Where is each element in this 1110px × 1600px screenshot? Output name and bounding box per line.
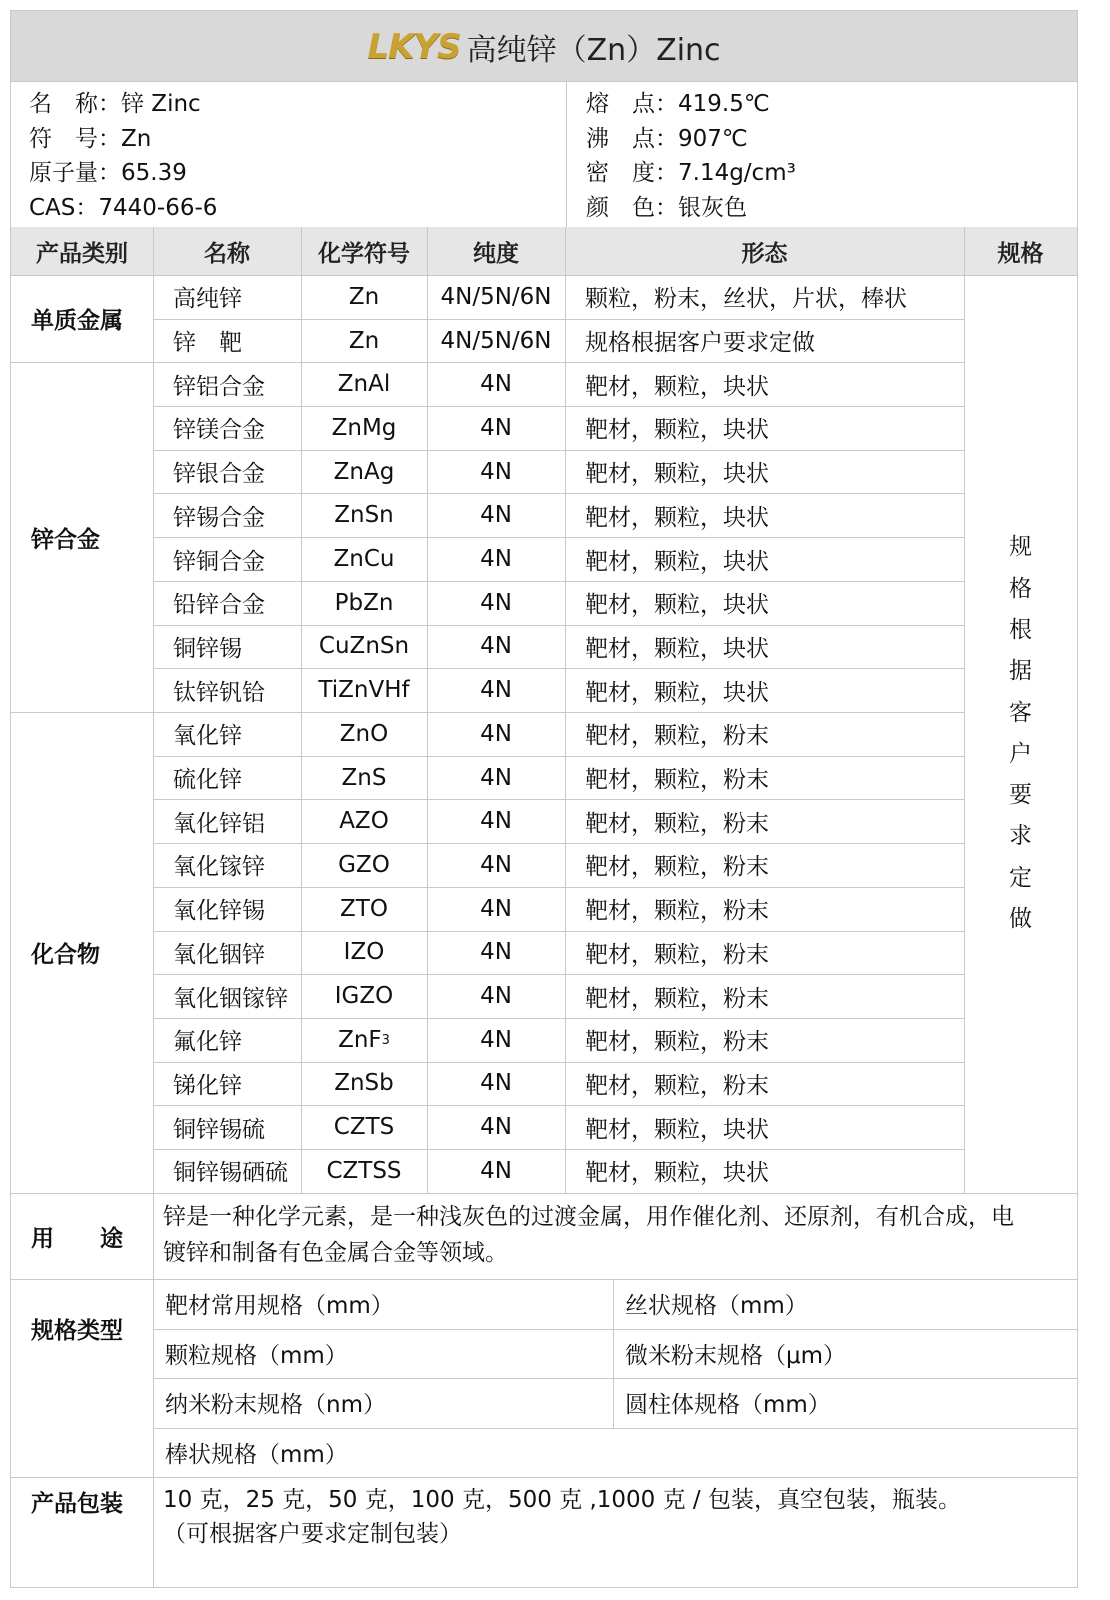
- chemical-symbol-cell: ZnS: [341, 764, 387, 791]
- packaging-line-1: 10 克，25 克，50 克，100 克，500 克 ,1000 克 / 包装，真空包装，瓶装。: [163, 1487, 961, 1513]
- table-header-cell: 产品类别: [36, 240, 128, 267]
- purity-cell: 4N: [480, 720, 512, 747]
- col-line: [301, 227, 302, 1193]
- form-cell: 靶材，颗粒，块状: [585, 504, 769, 531]
- spec-type-cell: 棒状规格（mm）: [165, 1441, 348, 1468]
- form-cell: 靶材，颗粒，粉末: [585, 723, 769, 750]
- spec-note-char: 户: [1009, 740, 1032, 767]
- col-line: [153, 1279, 154, 1477]
- col-line: [153, 1477, 154, 1587]
- col-line: [153, 1193, 154, 1279]
- title-bar: [11, 11, 1077, 82]
- chemical-symbol-cell: CZTSS: [326, 1157, 402, 1184]
- form-cell: 靶材，颗粒，块状: [585, 417, 769, 444]
- form-cell: 颗粒，粉末，丝状，片状，棒状: [585, 286, 907, 313]
- chemical-symbol-cell: PbZn: [334, 589, 394, 616]
- chemical-symbol-cell: ZnCu: [333, 546, 395, 573]
- product-name-cell: 氧化铟镓锌: [173, 985, 288, 1012]
- purity-cell: 4N: [480, 458, 512, 485]
- product-name-cell: 锌 靶: [173, 330, 242, 357]
- chemical-symbol-cell: ZnAg: [333, 458, 395, 485]
- product-name-cell: 氧化镓锌: [173, 854, 265, 881]
- purity-cell: 4N: [480, 1026, 512, 1053]
- brand-logo: LKYS: [367, 26, 461, 67]
- purity-cell: 4N: [480, 633, 512, 660]
- chemical-symbol-cell: IGZO: [334, 983, 394, 1010]
- form-cell: 靶材，颗粒，块状: [585, 635, 769, 662]
- purity-cell: 4N: [480, 764, 512, 791]
- purity-cell: 4N: [480, 851, 512, 878]
- form-cell: 靶材，颗粒，块状: [585, 373, 769, 400]
- chemical-symbol-cell: ZnAl: [337, 371, 391, 398]
- subscript: 3: [381, 1033, 390, 1049]
- form-cell: 靶材，颗粒，粉末: [585, 854, 769, 881]
- purity-cell: 4N: [480, 546, 512, 573]
- col-line: [427, 227, 428, 1193]
- chemical-symbol-cell: ZnSb: [334, 1070, 394, 1097]
- form-cell: 靶材，颗粒，粉末: [585, 898, 769, 925]
- spec-note-char: 客: [1009, 699, 1032, 726]
- info-name: 名 称：锌 Zinc: [29, 91, 201, 117]
- form-cell: 靶材，颗粒，粉末: [585, 941, 769, 968]
- table-header-cell: 纯度: [473, 240, 519, 267]
- chemical-symbol-cell: CZTS: [333, 1114, 395, 1141]
- form-cell: 靶材，颗粒，块状: [585, 548, 769, 575]
- purity-cell: 4N: [480, 414, 512, 441]
- col-line: [613, 1378, 614, 1428]
- spec-type-cell: 圆柱体规格（mm）: [625, 1392, 831, 1419]
- col-line: [613, 1329, 614, 1379]
- info-atomic-mass: 原子量：65.39: [29, 160, 187, 186]
- spec-note-char: 要: [1009, 782, 1032, 809]
- spec-type-cell: 纳米粉末规格（nm）: [165, 1392, 386, 1419]
- purity-cell: 4N: [480, 502, 512, 529]
- product-name-cell: 锌锡合金: [173, 504, 265, 531]
- purity-cell: 4N: [480, 371, 512, 398]
- col-line: [613, 1279, 614, 1329]
- info-cas: CAS：7440-66-6: [29, 194, 218, 221]
- table-header-cell: 规格: [997, 240, 1044, 267]
- chemical-symbol-cell: ZTO: [340, 895, 388, 922]
- section-line: [11, 1477, 1077, 1478]
- chemical-symbol-cell: ZnSn: [334, 502, 394, 529]
- purity-cell: 4N: [480, 589, 512, 616]
- spec-type-cell: 丝状规格（mm）: [625, 1293, 808, 1320]
- usage-label: 用 途: [31, 1225, 123, 1252]
- purity-cell: 4N: [480, 1114, 512, 1141]
- product-name-cell: 锌镁合金: [173, 417, 265, 444]
- info-melting-point: 熔 点：419.5℃: [586, 91, 770, 117]
- purity-cell: 4N: [480, 808, 512, 835]
- purity-cell: 4N: [480, 677, 512, 704]
- product-sheet: [10, 10, 1078, 1588]
- info-left: [29, 87, 559, 225]
- chemical-symbol-cell: ZnF $_3$: [338, 1026, 390, 1053]
- category-cell: 化合物: [31, 941, 100, 968]
- chemical-symbol-cell: Zn: [348, 283, 380, 310]
- chemical-symbol-cell: Zn: [348, 327, 380, 354]
- form-cell: 规格根据客户要求定做: [585, 330, 815, 357]
- chemical-symbol-cell: TiZnVHf: [318, 677, 410, 704]
- info-right: [586, 87, 1066, 225]
- product-name-cell: 氟化锌: [173, 1029, 242, 1056]
- product-name-cell: 铜锌锡硫: [173, 1116, 265, 1143]
- purity-cell: 4N: [480, 939, 512, 966]
- spec-note-char: 根: [1009, 616, 1032, 643]
- product-name-cell: 硫化锌: [173, 767, 242, 794]
- product-name-cell: 氧化锌: [173, 723, 242, 750]
- spec-note-char: 做: [1009, 906, 1032, 933]
- usage-text-line-2: 镀锌和制备有色金属合金等领域。: [163, 1240, 508, 1266]
- product-name-cell: 锌铜合金: [173, 548, 265, 575]
- form-cell: 靶材，颗粒，粉末: [585, 1029, 769, 1056]
- info-boiling-point: 沸 点：907℃: [586, 125, 748, 152]
- product-name-cell: 铜锌锡: [173, 635, 242, 662]
- spec-note-char: 据: [1009, 658, 1032, 685]
- col-line: [153, 227, 154, 1193]
- table-header-cell: 化学符号: [318, 240, 410, 267]
- packaging-text: [163, 1483, 1071, 1551]
- form-cell: 靶材，颗粒，块状: [585, 461, 769, 488]
- usage-text: [163, 1199, 1071, 1271]
- product-name-cell: 锌铝合金: [173, 373, 265, 400]
- form-cell: 靶材，颗粒，块状: [585, 679, 769, 706]
- col-line: [565, 227, 566, 1193]
- form-cell: 靶材，颗粒，粉末: [585, 1072, 769, 1099]
- info-divider: [566, 82, 567, 227]
- spec-types-label: 规格类型: [31, 1318, 123, 1344]
- product-name-cell: 铜锌锡硒硫: [173, 1160, 288, 1187]
- table-header-cell: 形态: [741, 240, 788, 267]
- usage-text-line-1: 锌是一种化学元素，是一种浅灰色的过渡金属，用作催化剂、还原剂，有机合成，电: [163, 1204, 1014, 1230]
- table-header-cell: 名称: [204, 240, 250, 267]
- spec-note-char: 格: [1009, 575, 1032, 602]
- product-name-cell: 高纯锌: [173, 286, 242, 313]
- purity-cell: 4N: [480, 1157, 512, 1184]
- category-cell: 锌合金: [31, 526, 100, 553]
- table-bottom-line: [11, 1193, 1077, 1194]
- spec-type-cell: 微米粉末规格（μm）: [625, 1342, 847, 1369]
- info-color: 颜 色：银灰色: [586, 194, 747, 221]
- spec-type-cell: 颗粒规格（mm）: [165, 1342, 348, 1369]
- form-cell: 靶材，颗粒，粉末: [585, 985, 769, 1012]
- packaging-line-2: （可根据客户要求定制包装）: [163, 1521, 462, 1547]
- form-cell: 靶材，颗粒，粉末: [585, 810, 769, 837]
- product-name-cell: 氧化锌铝: [173, 810, 265, 837]
- form-cell: 靶材，颗粒，块状: [585, 592, 769, 619]
- chemical-symbol-cell: GZO: [338, 851, 390, 878]
- spec-type-cell: 靶材常用规格（mm）: [165, 1293, 394, 1320]
- info-density: 密 度：7.14g/cm³: [586, 160, 796, 186]
- packaging-label: 产品包装: [31, 1490, 123, 1517]
- chemical-symbol-cell: IZO: [343, 939, 385, 966]
- form-cell: 靶材，颗粒，块状: [585, 1160, 769, 1187]
- category-cell: 单质金属: [31, 308, 123, 335]
- info-symbol: 符 号：Zn: [29, 125, 152, 152]
- spec-note-char: 求: [1009, 823, 1032, 850]
- spec-note-char: 规: [1009, 534, 1032, 561]
- purity-cell: 4N: [480, 983, 512, 1010]
- spec-note-char: 定: [1009, 864, 1032, 891]
- product-name-cell: 锑化锌: [173, 1072, 242, 1099]
- chemical-symbol-cell: CuZnSn: [318, 633, 410, 660]
- product-name-cell: 铅锌合金: [173, 592, 265, 619]
- purity-cell: 4N/5N/6N: [440, 283, 552, 310]
- product-name-cell: 氧化铟锌: [173, 941, 265, 968]
- chemical-symbol-cell: ZnMg: [331, 414, 397, 441]
- form-cell: 靶材，颗粒，粉末: [585, 767, 769, 794]
- page-title: 高纯锌（Zn）Zinc: [466, 32, 721, 68]
- spec-note-cell: [964, 275, 1077, 1193]
- product-name-cell: 锌银合金: [173, 461, 265, 488]
- purity-cell: 4N/5N/6N: [440, 327, 552, 354]
- chemical-symbol-cell: AZO: [339, 808, 389, 835]
- chemical-symbol-cell: ZnO: [339, 720, 389, 747]
- product-name-cell: 钛锌钒铪: [173, 679, 265, 706]
- form-cell: 靶材，颗粒，块状: [585, 1116, 769, 1143]
- purity-cell: 4N: [480, 895, 512, 922]
- product-name-cell: 氧化锌锡: [173, 898, 265, 925]
- purity-cell: 4N: [480, 1070, 512, 1097]
